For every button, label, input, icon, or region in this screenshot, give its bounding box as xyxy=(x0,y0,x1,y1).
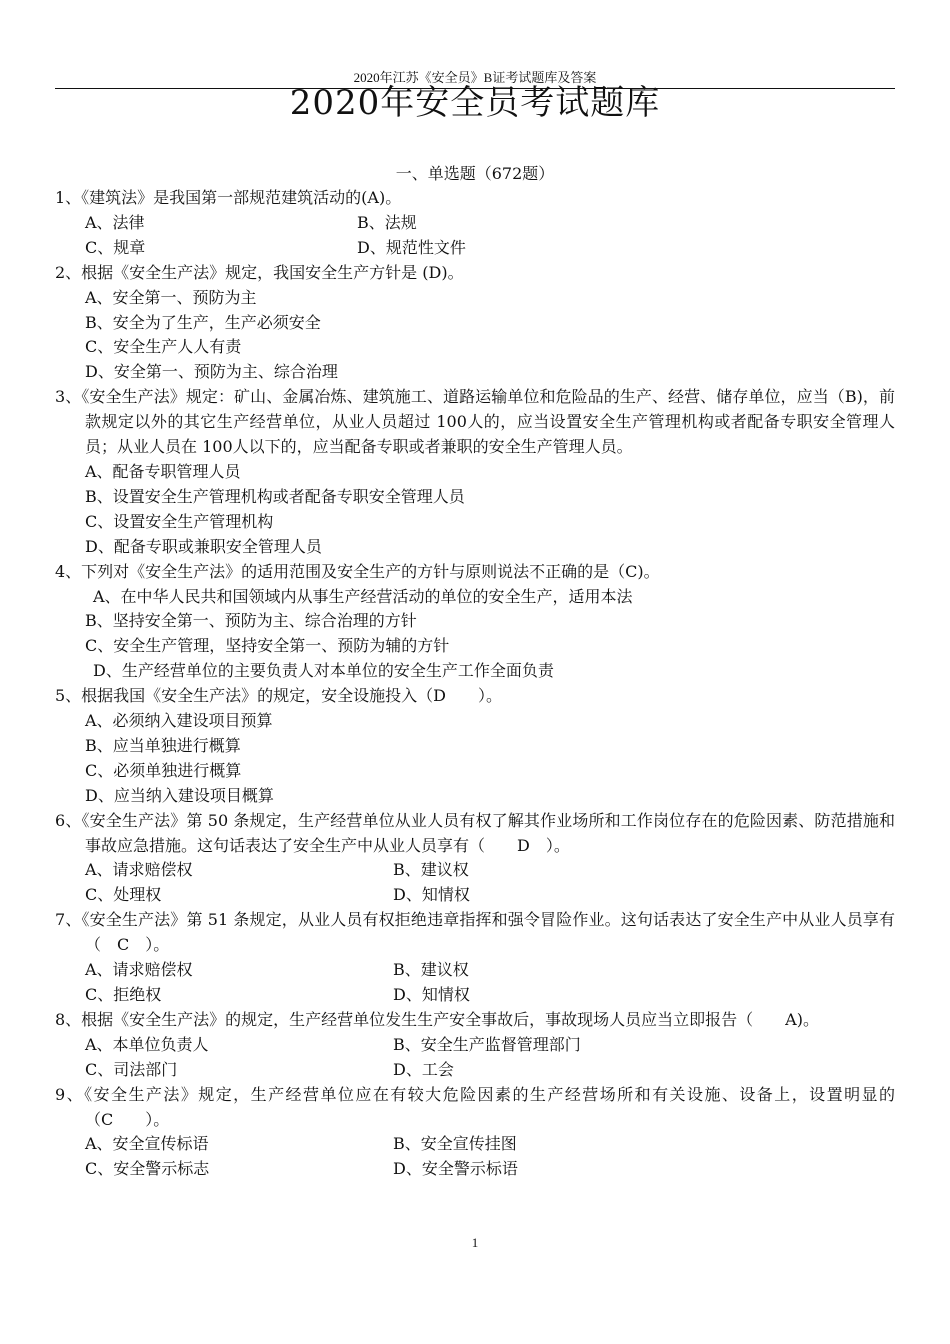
option-d: D、配备专职或兼职安全管理人员 xyxy=(85,536,322,556)
question-5 xyxy=(55,684,895,809)
option-d: D、应当纳入建设项目概算 xyxy=(85,785,274,805)
question-stem: 6、《安全生产法》第 50 条规定，生产经营单位从业人员有权了解其作业场所和工作岗位存在的危险因素、防范措施和事故应急措施。这句话表达了安全生产中从业人员享有（ D ）。 xyxy=(55,810,895,855)
option-a: A、必须纳入建设项目预算 xyxy=(85,711,273,731)
options xyxy=(55,709,895,809)
option-c: C、司法部门 xyxy=(85,1059,178,1079)
option-b: B、法规 xyxy=(357,212,417,232)
running-header: 2020年江苏《安全员》B证考试题库及答案 xyxy=(353,70,597,85)
option-b: B、安全生产监督管理部门 xyxy=(393,1034,581,1054)
section-heading: 一、单选题（672题） xyxy=(395,164,555,183)
option-a: A、请求赔偿权 xyxy=(85,960,193,980)
question-7 xyxy=(55,908,895,1008)
option-a: A、本单位负责人 xyxy=(85,1034,209,1054)
option-b: B、建议权 xyxy=(393,960,469,980)
options xyxy=(55,286,895,386)
options xyxy=(55,460,895,560)
question-list xyxy=(55,186,895,1182)
option-d: D、安全第一、预防为主、综合治理 xyxy=(85,362,338,382)
question-9 xyxy=(55,1083,895,1183)
option-d: D、工会 xyxy=(393,1059,454,1079)
question-6 xyxy=(55,809,895,909)
question-3 xyxy=(55,385,895,559)
option-b: B、应当单独进行概算 xyxy=(85,735,241,755)
question-4 xyxy=(55,560,895,685)
option-d: D、规范性文件 xyxy=(357,237,466,257)
question-stem: 2、根据《安全生产法》规定，我国安全生产方针是 (D)。 xyxy=(55,262,464,282)
option-d: D、知情权 xyxy=(393,885,470,905)
option-b: B、坚持安全第一、预防为主、综合治理的方针 xyxy=(85,611,417,631)
option-a: A、配备专职管理人员 xyxy=(85,461,241,481)
question-8 xyxy=(55,1008,895,1083)
question-2 xyxy=(55,261,895,386)
option-b: B、建议权 xyxy=(393,860,469,880)
question-stem: 5、根据我国《安全生产法》的规定，安全设施投入（D ）。 xyxy=(55,686,503,706)
option-c: C、安全生产管理，坚持安全第一、预防为辅的方针 xyxy=(85,636,450,656)
question-stem: 8、根据《安全生产法》的规定，生产经营单位发生生产安全事故后，事故现场人员应当立即报告（ A)。 xyxy=(55,1009,819,1029)
options xyxy=(55,958,895,1008)
option-b: B、安全为了生产，生产必须安全 xyxy=(85,312,321,332)
options xyxy=(55,858,895,908)
option-d: D、生产经营单位的主要负责人对本单位的安全生产工作全面负责 xyxy=(93,661,554,681)
options xyxy=(55,211,895,261)
question-stem: 3、《安全生产法》规定：矿山、金属冶炼、建筑施工、道路运输单位和危险品的生产、经营、储存单位，应当（B)，前款规定以外的其它生产经营单位，从业人员超过 100人的，应当设置安全生产管理机构或者配备专职安全管理人员；从业人员在 100人以下的，应当配备专职或者兼职的安全生产管理人员。 xyxy=(55,387,895,457)
option-c: C、规章 xyxy=(85,237,146,257)
option-c: C、安全生产人人有责 xyxy=(85,337,242,357)
question-stem: 9、《安全生产法》规定，生产经营单位应在有较大危险因素的生产经营场所和有关设施、设备上，设置明显的（C ）。 xyxy=(55,1084,895,1129)
option-a: A、安全第一、预防为主 xyxy=(85,287,257,307)
option-b: B、设置安全生产管理机构或者配备专职安全管理人员 xyxy=(85,486,465,506)
option-c: C、必须单独进行概算 xyxy=(85,760,242,780)
question-stem: 7、《安全生产法》第 51 条规定，从业人员有权拒绝违章指挥和强令冒险作业。这句话表达了安全生产中从业人员享有（ C ）。 xyxy=(55,910,895,955)
option-a: A、安全宣传标语 xyxy=(85,1134,209,1154)
option-b: B、安全宣传挂图 xyxy=(393,1134,517,1154)
question-stem: 1、《建筑法》是我国第一部规范建筑活动的(A)。 xyxy=(55,188,402,207)
options xyxy=(55,1132,895,1182)
option-d: D、安全警示标语 xyxy=(393,1159,518,1179)
options xyxy=(55,585,895,685)
question-stem: 4、下列对《安全生产法》的适用范围及安全生产的方针与原则说法不正确的是（C)。 xyxy=(55,561,660,581)
option-c: C、拒绝权 xyxy=(85,985,162,1004)
option-a: A、在中华人民共和国领域内从事生产经营活动的单位的安全生产，适用本法 xyxy=(93,586,633,606)
options xyxy=(55,1033,895,1083)
option-c: C、安全警示标志 xyxy=(85,1159,210,1179)
document-title: 2020年安全员考试题库 xyxy=(289,83,661,123)
page-number: 1 xyxy=(471,1235,479,1250)
question-1 xyxy=(55,186,895,261)
option-d: D、知情权 xyxy=(393,985,470,1004)
option-c: C、设置安全生产管理机构 xyxy=(85,511,274,531)
option-a: A、法律 xyxy=(85,212,145,232)
option-c: C、处理权 xyxy=(85,885,162,905)
option-a: A、请求赔偿权 xyxy=(85,860,193,880)
